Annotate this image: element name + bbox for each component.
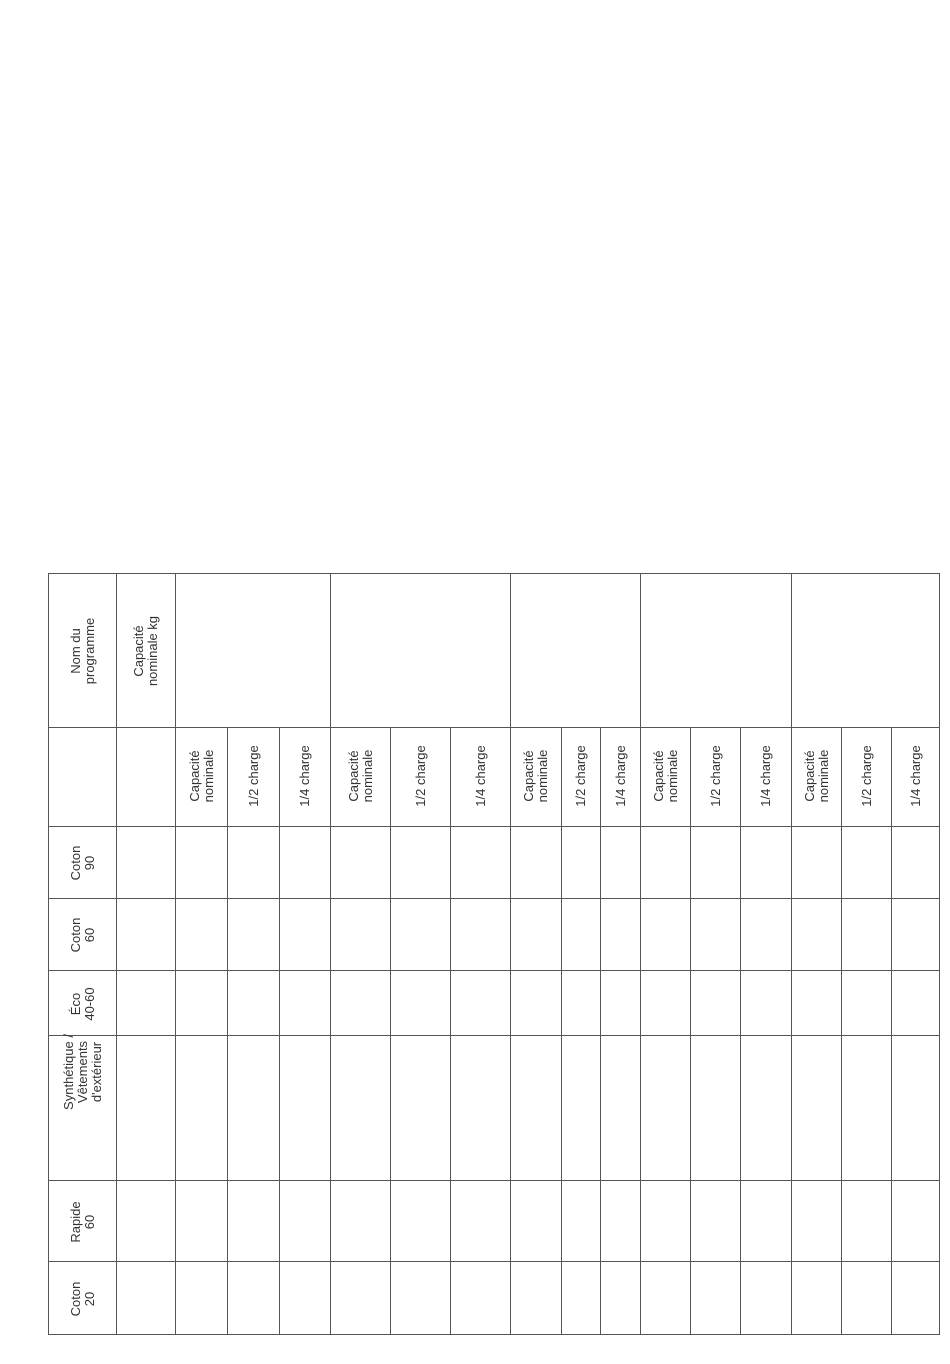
table-cell bbox=[841, 898, 892, 971]
table-cell bbox=[600, 1035, 641, 1181]
subheader-cell bbox=[510, 727, 562, 827]
subheader-cell-label: 1/2 charge bbox=[858, 745, 874, 807]
header-group-2 bbox=[330, 573, 511, 728]
table-cell bbox=[690, 826, 741, 899]
program-name-cell bbox=[48, 970, 117, 1036]
subheader-cell bbox=[740, 727, 792, 827]
table-cell bbox=[791, 1180, 842, 1262]
table-cell bbox=[330, 970, 391, 1036]
table-cell bbox=[227, 1261, 280, 1335]
table-cell bbox=[640, 1035, 691, 1181]
table-cell bbox=[891, 1035, 940, 1181]
table-cell bbox=[116, 1035, 176, 1181]
subheader-empty-name bbox=[48, 727, 117, 827]
table-cell bbox=[116, 898, 176, 971]
table-cell bbox=[450, 970, 511, 1036]
table-cell bbox=[690, 1180, 741, 1262]
table-cell bbox=[561, 898, 601, 971]
subheader-cell bbox=[279, 727, 331, 827]
table-cell bbox=[510, 970, 562, 1036]
table-cell bbox=[450, 898, 511, 971]
subheader-cell bbox=[791, 727, 842, 827]
table-cell bbox=[450, 1035, 511, 1181]
table-cell bbox=[279, 1035, 331, 1181]
table-cell bbox=[450, 1180, 511, 1262]
subheader-cell bbox=[227, 727, 280, 827]
header-group-1 bbox=[175, 573, 331, 728]
program-name-cell-label: Rapide 60 bbox=[67, 1200, 97, 1243]
subheader-cell-label: 1/2 charge bbox=[707, 745, 723, 807]
program-name-cell bbox=[48, 1035, 117, 1181]
table-cell bbox=[561, 970, 601, 1036]
subheader-cell bbox=[175, 727, 228, 827]
table-cell bbox=[690, 1035, 741, 1181]
subheader-cell-label: 1/4 charge bbox=[472, 745, 488, 807]
table-cell bbox=[690, 970, 741, 1036]
table-cell bbox=[791, 970, 842, 1036]
table-cell bbox=[561, 1035, 601, 1181]
table-cell bbox=[330, 826, 391, 899]
table-cell bbox=[740, 970, 792, 1036]
subheader-cell bbox=[390, 727, 451, 827]
program-name-cell-label: Coton 20 bbox=[67, 1281, 97, 1316]
subheader-cell-label: Capacité nominale bbox=[650, 749, 680, 803]
subheader-cell bbox=[891, 727, 940, 827]
table-cell bbox=[390, 970, 451, 1036]
table-cell bbox=[600, 970, 641, 1036]
table-cell bbox=[510, 1035, 562, 1181]
table-cell bbox=[279, 826, 331, 899]
table-cell bbox=[740, 1180, 792, 1262]
table-cell bbox=[450, 1261, 511, 1335]
table-cell bbox=[116, 970, 176, 1036]
subheader-cell-label: Capacité nominale bbox=[186, 749, 216, 803]
subheader-cell-label: Capacité nominale bbox=[345, 749, 375, 803]
header-program-name bbox=[48, 573, 117, 728]
table-cell bbox=[640, 898, 691, 971]
table-cell bbox=[510, 1180, 562, 1262]
subheader-cell bbox=[690, 727, 741, 827]
table-cell bbox=[690, 1261, 741, 1335]
table-cell bbox=[390, 1261, 451, 1335]
table-cell bbox=[841, 1261, 892, 1335]
table-cell bbox=[116, 826, 176, 899]
subheader-cell-label: 1/2 charge bbox=[573, 745, 588, 807]
subheader-cell-label: Capacité nominale bbox=[801, 749, 831, 803]
subheader-cell bbox=[640, 727, 691, 827]
table-cell bbox=[561, 1261, 601, 1335]
table-cell bbox=[740, 826, 792, 899]
table-cell bbox=[175, 1035, 228, 1181]
table-cell bbox=[891, 898, 940, 971]
table-cell bbox=[740, 1261, 792, 1335]
table-cell bbox=[279, 1261, 331, 1335]
subheader-cell bbox=[600, 727, 641, 827]
program-name-cell-label: Coton 60 bbox=[67, 917, 97, 953]
table-cell bbox=[891, 970, 940, 1036]
table-cell bbox=[740, 1035, 792, 1181]
table-cell bbox=[279, 970, 331, 1036]
program-name-cell-label: Éco 40-60 bbox=[67, 986, 97, 1021]
table-cell bbox=[891, 1261, 940, 1335]
table-cell bbox=[227, 1180, 280, 1262]
table-cell bbox=[600, 1261, 641, 1335]
header-group-3 bbox=[510, 573, 641, 728]
program-name-cell bbox=[48, 1261, 117, 1335]
table-cell bbox=[227, 1035, 280, 1181]
table-cell bbox=[175, 826, 228, 899]
table-cell bbox=[740, 898, 792, 971]
table-cell bbox=[510, 826, 562, 899]
table-cell bbox=[640, 1180, 691, 1262]
subheader-cell bbox=[841, 727, 892, 827]
table-cell bbox=[390, 1180, 451, 1262]
table-cell bbox=[116, 1180, 176, 1262]
table-cell bbox=[227, 826, 280, 899]
table-cell bbox=[640, 826, 691, 899]
table-cell bbox=[175, 970, 228, 1036]
table-cell bbox=[116, 1261, 176, 1335]
table-cell bbox=[600, 826, 641, 899]
table-cell bbox=[690, 898, 741, 971]
table-cell bbox=[791, 1261, 842, 1335]
table-cell bbox=[600, 898, 641, 971]
table-cell bbox=[330, 898, 391, 971]
table-cell bbox=[561, 826, 601, 899]
table-cell bbox=[791, 898, 842, 971]
table-cell bbox=[279, 898, 331, 971]
header-nominal-capacity bbox=[116, 573, 176, 728]
subheader-cell-label: 1/4 charge bbox=[297, 745, 312, 807]
table-cell bbox=[175, 898, 228, 971]
table-cell bbox=[330, 1261, 391, 1335]
subheader-cell bbox=[450, 727, 511, 827]
program-name-cell bbox=[48, 898, 117, 971]
subheader-cell-label: 1/4 charge bbox=[758, 745, 773, 807]
table-cell bbox=[600, 1180, 641, 1262]
table-cell bbox=[791, 826, 842, 899]
table-cell bbox=[791, 1035, 842, 1181]
table-cell bbox=[561, 1180, 601, 1262]
table-cell bbox=[390, 1035, 451, 1181]
table-cell bbox=[279, 1180, 331, 1262]
program-name-cell-label: Coton 90 bbox=[67, 845, 97, 881]
table-cell bbox=[175, 1261, 228, 1335]
table-cell bbox=[841, 1035, 892, 1181]
subheader-cell-label: 1/4 charge bbox=[907, 745, 923, 807]
subheader-empty-capacity bbox=[116, 727, 176, 827]
program-name-cell bbox=[48, 1180, 117, 1262]
subheader-cell-label: 1/4 charge bbox=[612, 745, 628, 807]
program-name-cell bbox=[48, 826, 117, 899]
subheader-cell-label: Capacité nominale bbox=[521, 749, 550, 803]
header-group-5 bbox=[791, 573, 940, 728]
table-cell bbox=[510, 898, 562, 971]
subheader-cell-label: 1/2 charge bbox=[245, 745, 261, 807]
table-cell bbox=[227, 898, 280, 971]
table-cell bbox=[227, 970, 280, 1036]
table-cell bbox=[891, 1180, 940, 1262]
table-cell bbox=[450, 826, 511, 899]
table-cell bbox=[510, 1261, 562, 1335]
header-program-name-label: Nom du programme bbox=[67, 617, 97, 684]
subheader-cell bbox=[561, 727, 601, 827]
table-cell bbox=[891, 826, 940, 899]
table-cell bbox=[390, 898, 451, 971]
table-cell bbox=[640, 970, 691, 1036]
table-cell bbox=[390, 826, 451, 899]
subheader-cell bbox=[330, 727, 391, 827]
table-cell bbox=[841, 826, 892, 899]
table-cell bbox=[330, 1180, 391, 1262]
header-nominal-capacity-label: Capacité nominale kg bbox=[131, 615, 160, 686]
table-cell bbox=[841, 970, 892, 1036]
program-name-cell-label: Synthétique / Vêtements d'extérieur bbox=[60, 1034, 104, 1110]
table-cell bbox=[640, 1261, 691, 1335]
table-cell bbox=[175, 1180, 228, 1262]
header-group-4 bbox=[640, 573, 792, 728]
table-cell bbox=[841, 1180, 892, 1262]
table-cell bbox=[330, 1035, 391, 1181]
subheader-cell-label: 1/2 charge bbox=[412, 745, 428, 807]
